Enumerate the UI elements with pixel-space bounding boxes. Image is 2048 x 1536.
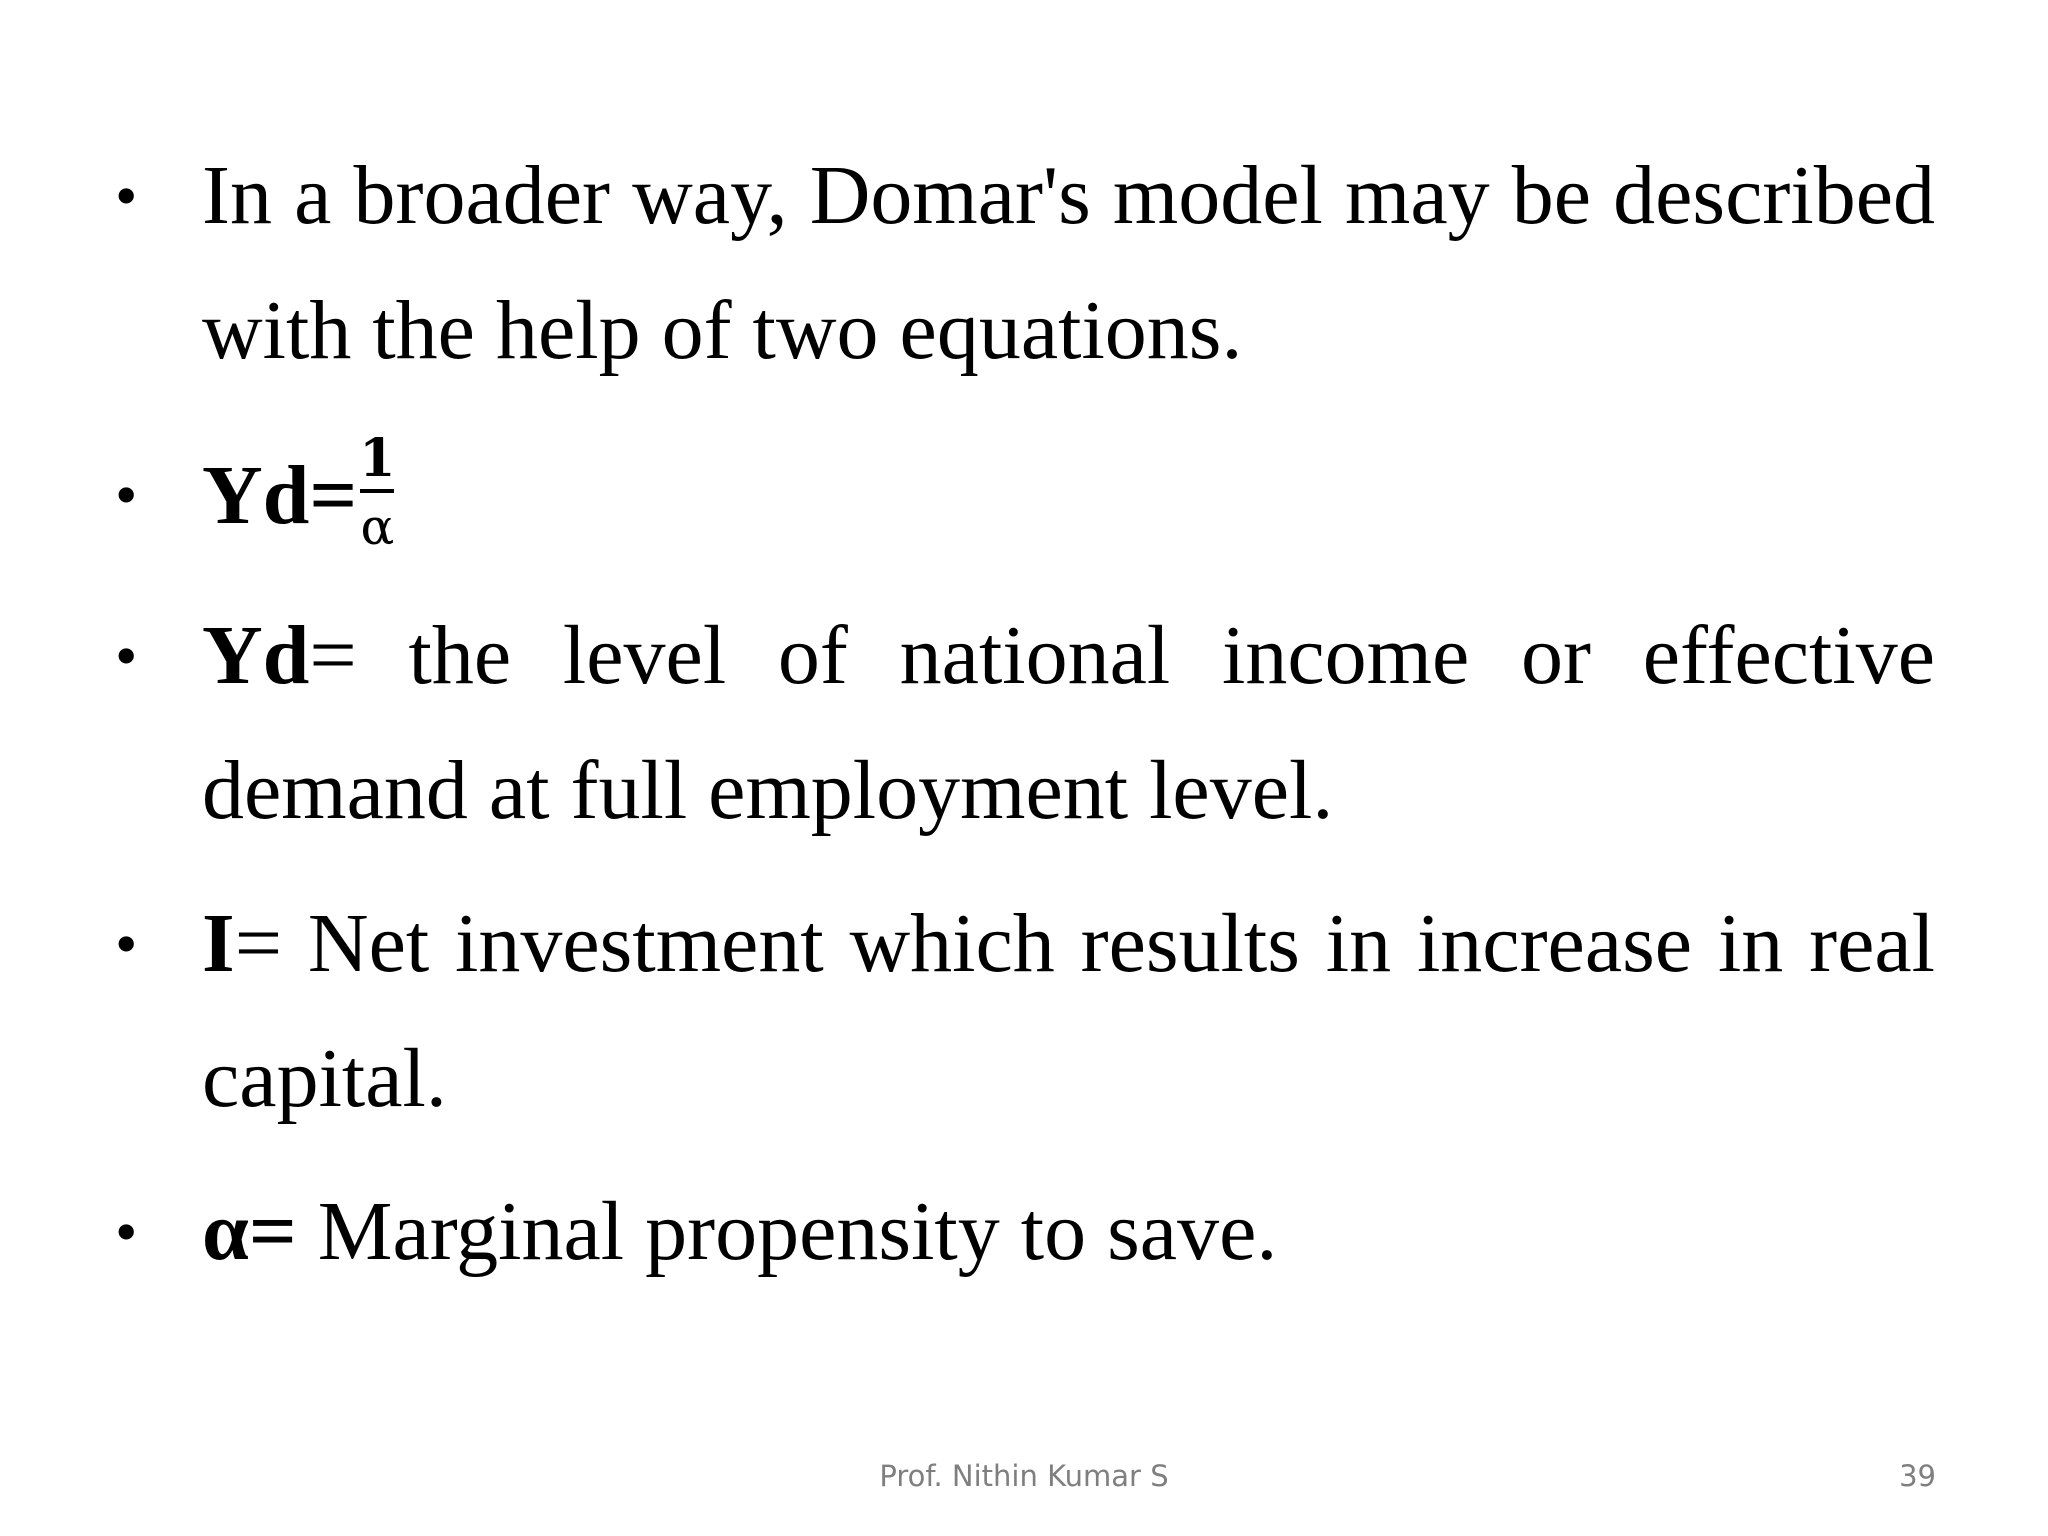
definition-text: = the level of national income or effective demand at full employment level. bbox=[202, 609, 1935, 837]
bullet-item-yd-definition bbox=[115, 588, 1935, 858]
bullet-list bbox=[115, 128, 1935, 1299]
bullet-item-i-definition bbox=[115, 876, 1935, 1146]
footer-author: Prof. Nithin Kumar S bbox=[879, 1459, 1169, 1493]
fraction-denominator: α bbox=[360, 498, 395, 556]
bullet-icon: • bbox=[115, 620, 138, 691]
bullet-icon: • bbox=[115, 459, 138, 530]
bullet-text: In a broader way, Domar's model may be described with the help of two equations. bbox=[202, 149, 1935, 377]
term-alpha: α= bbox=[202, 1185, 297, 1278]
fraction-bar bbox=[360, 489, 394, 493]
fraction-numerator: 1 bbox=[359, 428, 396, 489]
bullet-icon: • bbox=[115, 160, 138, 231]
bullet-item-formula bbox=[115, 420, 1935, 570]
term-yd: Yd bbox=[202, 609, 310, 702]
formula-lhs: Yd= bbox=[202, 448, 358, 542]
bullet-item-alpha-definition bbox=[115, 1164, 1935, 1299]
term-i: I bbox=[202, 897, 235, 990]
bullet-icon: • bbox=[115, 908, 138, 979]
definition-text: Marginal propensity to save. bbox=[296, 1185, 1278, 1278]
definition-text: = Net investment which results in increase in real capital. bbox=[202, 897, 1935, 1125]
page-number: 39 bbox=[1899, 1459, 1936, 1493]
bullet-item-intro bbox=[115, 128, 1935, 398]
bullet-icon: • bbox=[115, 1196, 138, 1267]
fraction bbox=[359, 428, 396, 556]
formula bbox=[202, 420, 395, 570]
